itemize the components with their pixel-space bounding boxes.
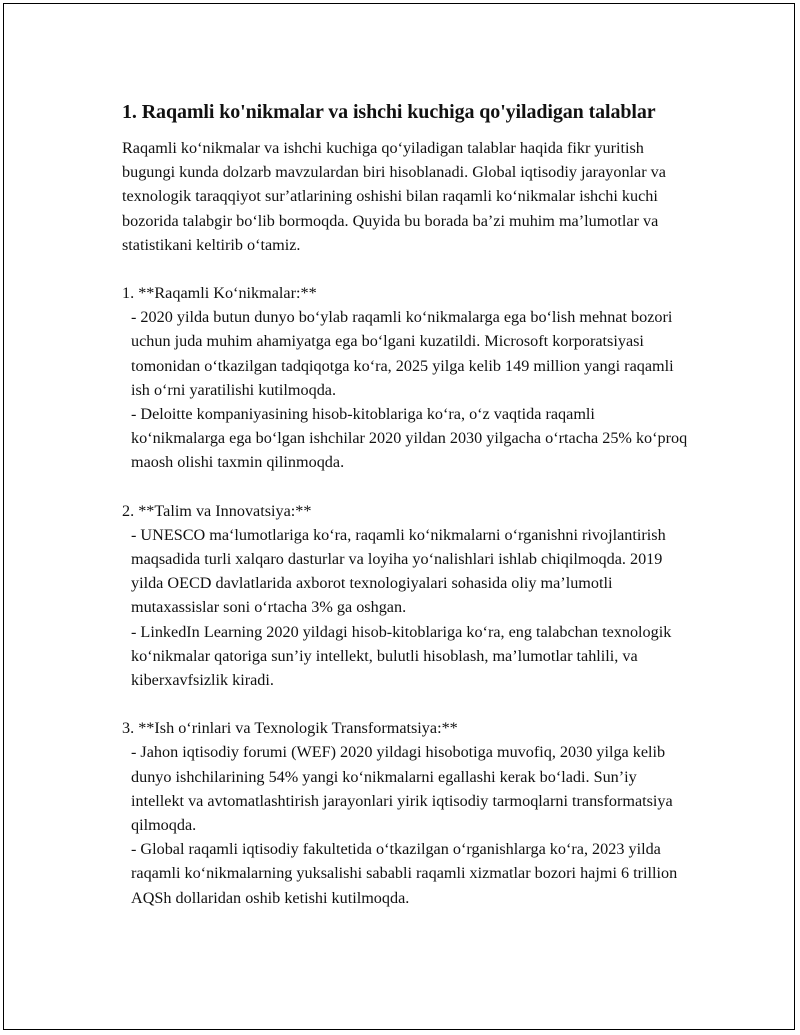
section-heading: 3. **Ish oʻrinlari va Texnologik Transformatsiya:** xyxy=(122,719,458,738)
list-item: - LinkedIn Learning 2020 yildagi hisob-kitoblariga koʻra, eng talabchan texnologik koʻnikmalar qatoriga sunʼiy intellekt, bulutli hisoblash, maʼlumotlar tahlili, va kiberxavfsizlik kiradi. xyxy=(131,622,672,690)
list-item: - Global raqamli iqtisodiy fakultetida oʻtkazilgan oʻrganishlarga koʻra, 2023 yilda raqamli koʻnikmalarning yuksalishi sababli raqamli xizmatlar bozori hajmi 6 trillion AQSh dollaridan oshib ketishi kutilmoqda. xyxy=(131,840,678,907)
document-title: 1. Raqamli ko'nikmalar va ishchi kuchiga qo'yiladigan talablar xyxy=(122,101,656,123)
section-heading: 1. **Raqamli Koʻnikmalar:** xyxy=(122,284,317,303)
document-body xyxy=(122,99,692,910)
section-jobs-transformation xyxy=(122,716,692,910)
page-frame xyxy=(3,3,795,1030)
list-item: - UNESCO maʻlumotlariga koʻra, raqamli koʻnikmalarni oʻrganishni rivojlantirish maqsadida turli xalqaro dasturlar va loyiha yoʻnalishlari ishlab chiqilmoqda. 2019 yilda OECD davlatlarida axborot texnologiyalari sohasida oliy maʼlumotli mutaxassislar soni oʻrtacha 3% ga oshgan. xyxy=(131,525,666,617)
section-spacer xyxy=(122,692,692,716)
list-item: - 2020 yilda butun dunyo boʻylab raqamli koʻnikmalarga ega boʻlish mehnat bozori uchun juda muhim ahamiyatga ega boʻlgani kuzatildi. Microsoft korporatsiyasi tomonidan oʻtkazilgan tadqiqotga koʻra, 2025 yilga kelib 149 million yangi raqamli ish oʻrni yaratilishi kutilmoqda. xyxy=(131,308,674,399)
section-education-innovation xyxy=(122,499,692,693)
section-spacer xyxy=(122,257,692,281)
section-heading: 2. **Talim va Innovatsiya:** xyxy=(122,501,312,520)
section-spacer xyxy=(122,475,692,499)
intro-paragraph: Raqamli koʻnikmalar va ishchi kuchiga qoʻyiladigan talablar haqida fikr yuritish bugungi kunda dolzarb mavzulardan biri hisoblanadi. Global iqtisodiy jarayonlar va texnologik taraqqiyot surʼatlarining oshishi bilan raqamli koʻnikmalar ishchi kuchi bozorida talabgir boʻlib bormoqda. Quyida bu borada baʼzi muhim maʼlumotlar va statistikani keltirib oʻtamiz. xyxy=(122,139,666,254)
section-digital-skills xyxy=(122,281,692,475)
list-item: - Deloitte kompaniyasining hisob-kitoblariga koʻra, oʻz vaqtida raqamli koʻnikmalarga ega boʻlgan ishchilar 2020 yildan 2030 yilgacha oʻrtacha 25% koʻproq maosh olishi taxmin qilinmoqda. xyxy=(131,405,688,472)
list-item: - Jahon iqtisodiy forumi (WEF) 2020 yildagi hisobotiga muvofiq, 2030 yilga kelib dunyo ishchilarining 54% yangi koʻnikmalarni egallashi kerak boʻladi. Sunʼiy intellekt va avtomatlashtirish jarayonlari yirik iqtisodiy tarmoqlarni transformatsiya qilmoqda. xyxy=(131,743,673,835)
